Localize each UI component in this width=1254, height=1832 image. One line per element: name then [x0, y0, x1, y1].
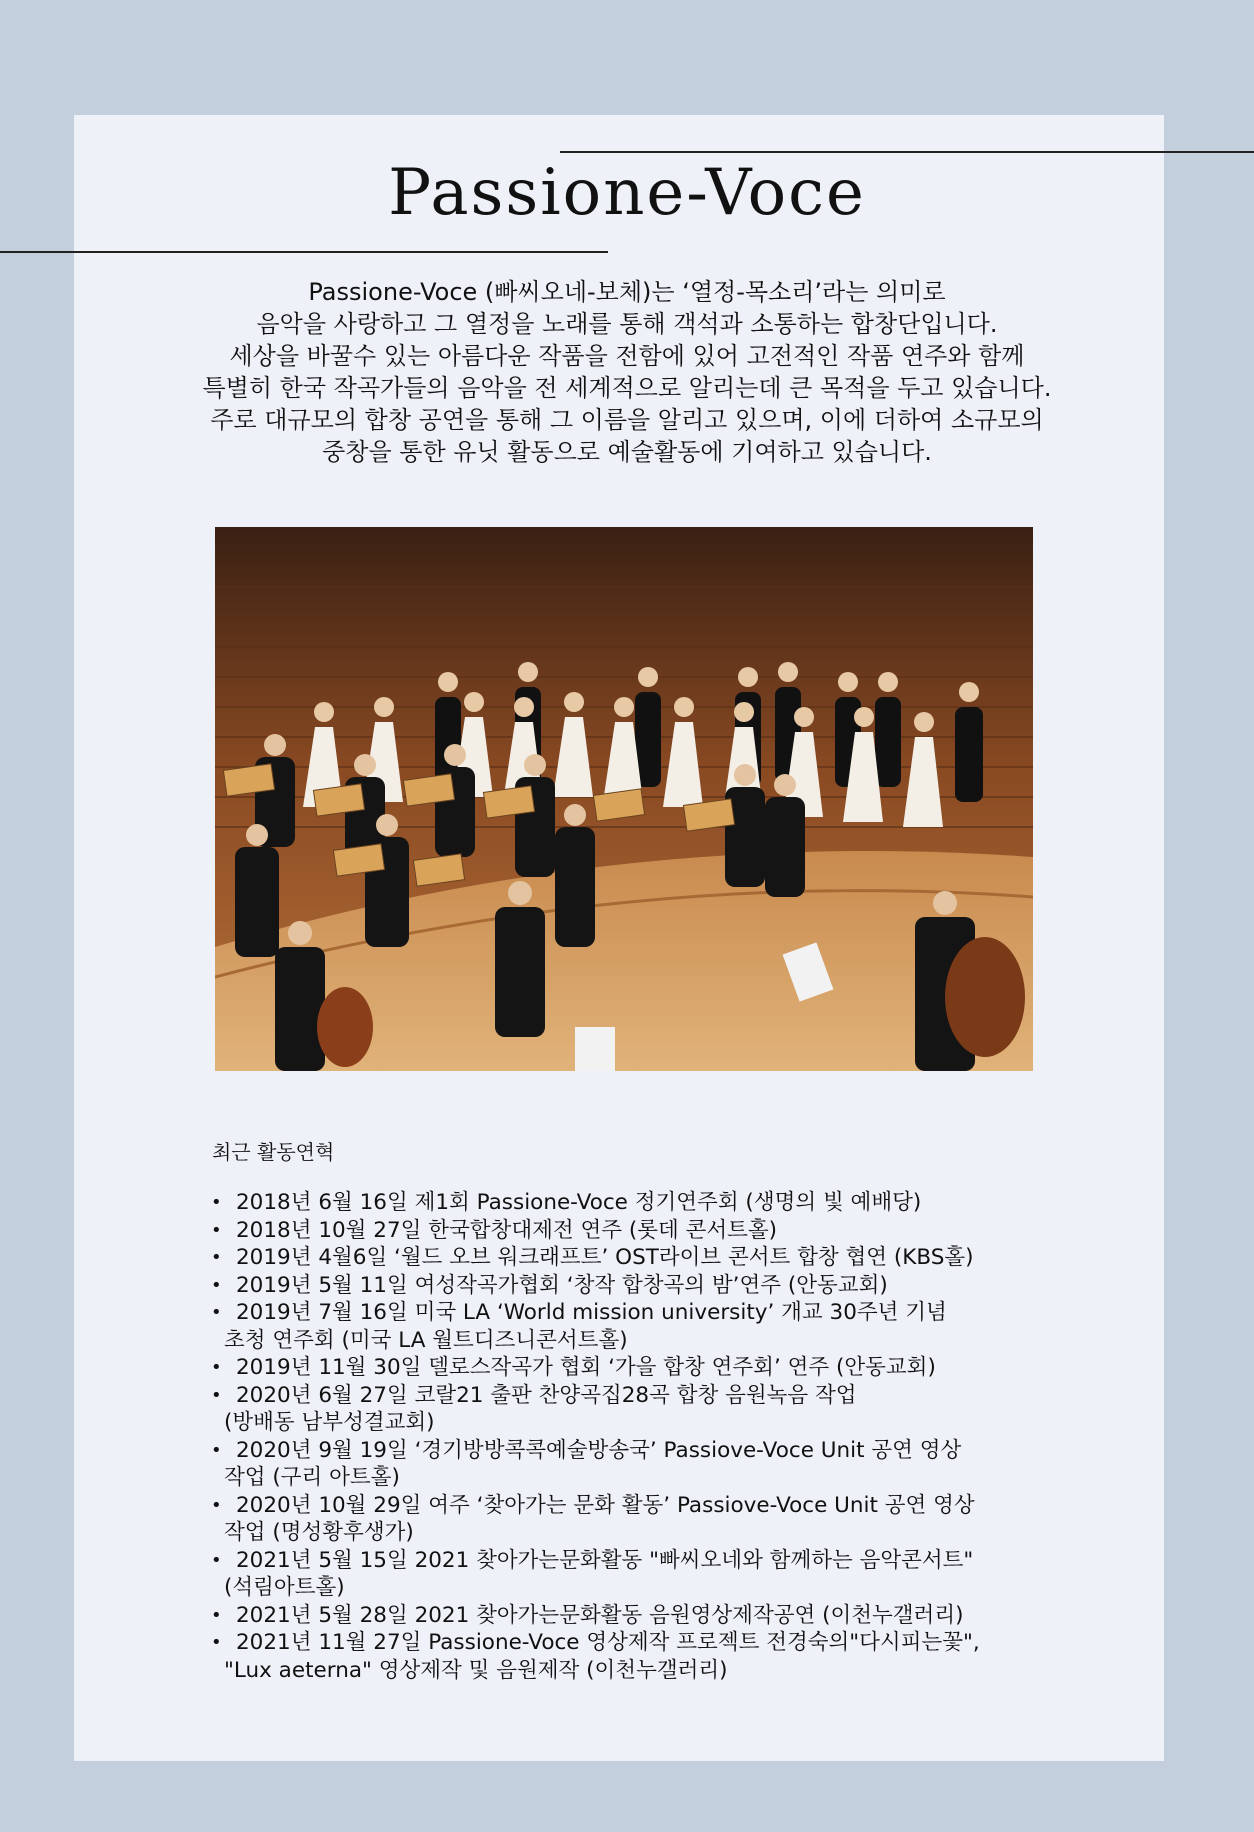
list-item: [208, 1382, 1058, 1437]
intro-text: [150, 276, 1104, 468]
intro-line: 주로 대규모의 합창 공연을 통해 그 이름을 알리고 있으며, 이에 더하여 소규모의: [210, 406, 1044, 434]
history-text: 2020년 9월 19일 ‘경기방방콕콕예술방송국’ Passiove-Voce Unit 공연 영상: [236, 1437, 962, 1463]
history-text: 2020년 6월 27일 코랄21 출판 찬양곡집28곡 합창 음원녹음 작업: [236, 1382, 857, 1408]
history-text-continued: (석림아트홀): [224, 1575, 345, 1600]
list-item: [208, 1602, 1058, 1630]
choir-performance-photo: [215, 527, 1033, 1071]
history-text-continued: 작업 (구리 아트홀): [224, 1465, 400, 1490]
bullet: •: [211, 1549, 222, 1571]
list-item: [208, 1354, 1058, 1382]
history-text: 2018년 10월 27일 한국합창대제전 연주 (롯데 콘서트홀): [236, 1217, 778, 1243]
activity-history-list: [208, 1189, 1058, 1684]
list-item: [208, 1629, 1058, 1684]
intro-line: 음악을 사랑하고 그 열정을 노래를 통해 객석과 소통하는 합창단입니다.: [256, 310, 998, 338]
list-item: [208, 1217, 1058, 1245]
history-text-continued: (방배동 남부성결교회): [224, 1410, 435, 1435]
history-text: 2021년 11월 27일 Passione-Voce 영상제작 프로젝트 전경숙의"다시피는꽃",: [236, 1630, 980, 1655]
history-text: 2019년 4월6일 ‘월드 오브 워크래프트’ OST라이브 콘서트 합창 협연 (KBS홀): [236, 1245, 974, 1270]
history-text: 2019년 7월 16일 미국 LA ‘World mission university’ 개교 30주년 기념: [236, 1300, 947, 1325]
list-item: [208, 1189, 1058, 1217]
intro-line: 세상을 바꿀수 있는 아름다운 작품을 전함에 있어 고전적인 작품 연주와 함께: [229, 342, 1025, 370]
page-title: Passione-Voce: [388, 156, 866, 230]
intro-line: 중창을 통한 유닛 활동으로 예술활동에 기여하고 있습니다.: [322, 438, 932, 466]
bullet: •: [211, 1604, 222, 1626]
bullet: •: [211, 1357, 222, 1378]
history-text-continued: 초청 연주회 (미국 LA 월트디즈니콘서트홀): [224, 1327, 628, 1353]
list-item: [208, 1547, 1058, 1602]
bullet: •: [211, 1274, 222, 1296]
list-item: [208, 1437, 1058, 1492]
history-text-continued: 작업 (명성황후생가): [224, 1520, 414, 1545]
history-text-continued: "Lux aeterna" 영상제작 및 음원제작 (이천누갤러리): [224, 1657, 728, 1683]
bullet: •: [211, 1439, 222, 1461]
list-item: [208, 1244, 1058, 1272]
history-text: 2018년 6월 16일 제1회 Passione-Voce 정기연주회 (생명의 빛 예배당): [236, 1190, 922, 1215]
bullet: •: [211, 1632, 222, 1653]
bullet: •: [211, 1192, 222, 1213]
bullet: •: [211, 1219, 222, 1241]
bullet: •: [211, 1494, 222, 1516]
bullet: •: [211, 1302, 222, 1323]
intro-line: Passione-Voce (빠씨오네-보체)는 ‘열정-목소리’라는 의미로: [308, 278, 946, 306]
list-item: [208, 1492, 1058, 1547]
intro-line: 특별히 한국 작곡가들의 음악을 전 세계적으로 알리는데 큰 목적을 두고 있습니다.: [202, 374, 1052, 402]
title-rule-bottom: [0, 251, 608, 253]
bullet: •: [211, 1384, 222, 1406]
history-text: 2021년 5월 28일 2021 찾아가는문화활동 음원영상제작공연 (이천누갤러리): [236, 1602, 964, 1628]
list-item: [208, 1272, 1058, 1300]
history-text: 2019년 11월 30일 델로스작곡가 협회 ‘가을 합창 연주회’ 연주 (안동교회): [236, 1355, 936, 1380]
section-label-recent-activities: 최근 활동연혁: [212, 1140, 335, 1164]
history-text: 2021년 5월 15일 2021 찾아가는문화활동 "빠씨오네와 함께하는 음악콘서트": [236, 1547, 974, 1573]
list-item: [208, 1299, 1058, 1354]
history-text: 2020년 10월 29일 여주 ‘찾아가는 문화 활동’ Passiove-Voce Unit 공연 영상: [236, 1492, 975, 1518]
bullet: •: [211, 1247, 222, 1268]
history-text: 2019년 5월 11일 여성작곡가협회 ‘창작 합창곡의 밤’연주 (안동교회): [236, 1272, 888, 1298]
title-rule-top: [560, 151, 1254, 153]
